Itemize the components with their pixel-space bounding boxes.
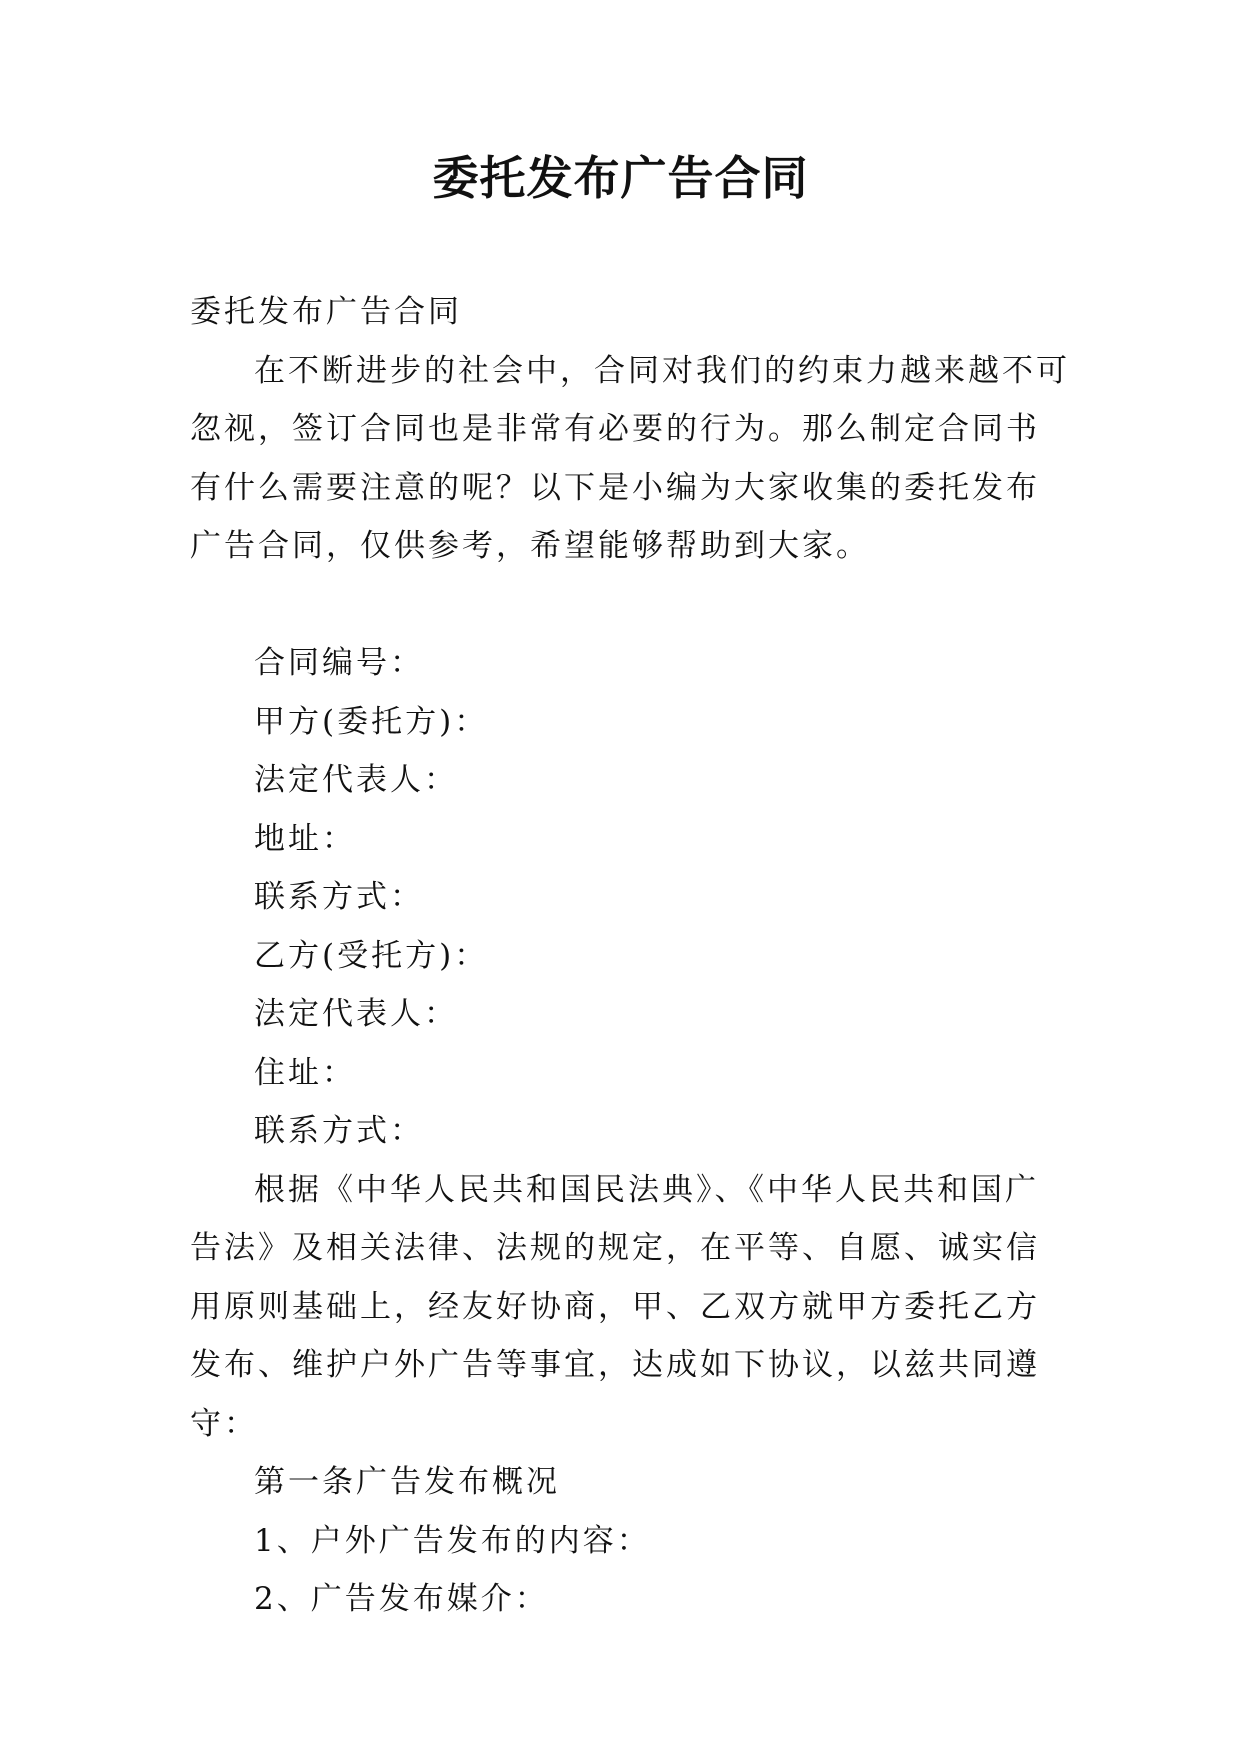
field-party-b-address: 住址： bbox=[254, 1054, 356, 1091]
field-party-a-representative: 法定代表人： bbox=[254, 762, 458, 798]
field-party-b-representative: 法定代表人： bbox=[254, 996, 458, 1032]
intro-paragraph: 在不断进步的社会中，合同对我们的约束力越来越不可忽视，签订合同也是非常有必要的行为。那么制定合同书有什么需要注意的呢？以下是小编为大家收集的委托发布广告合同，仅供参考，希望能够帮助到大家。 bbox=[190, 352, 1070, 564]
article-1-heading: 第一条广告发布概况 bbox=[254, 1464, 560, 1500]
field-contract-number: 合同编号： bbox=[254, 645, 424, 681]
article-1-item-2: 2、广告发布媒介： bbox=[254, 1581, 549, 1617]
document-body bbox=[190, 283, 1070, 1629]
field-party-a-address: 地址： bbox=[254, 820, 356, 857]
field-party-b-contact: 联系方式： bbox=[254, 1113, 424, 1149]
paragraph-spacer bbox=[190, 576, 1070, 635]
article-1-item-1: 1、户外广告发布的内容： bbox=[254, 1522, 651, 1559]
document-subtitle: 委托发布广告合同 bbox=[190, 294, 462, 330]
field-party-a-contact: 联系方式： bbox=[254, 879, 424, 915]
legal-basis-paragraph: 根据《中华人民共和国民法典》、《中华人民共和国广告法》及相关法律、法规的规定，在平等、自愿、诚实信用原则基础上，经友好协商，甲、乙双方就甲方委托乙方发布、维护户外广告等事宜，达成如下协议，以兹共同遵守： bbox=[190, 1171, 1040, 1442]
document-title: 委托发布广告合同 bbox=[432, 151, 809, 205]
field-party-a: 甲方(委托方)： bbox=[254, 703, 489, 740]
field-party-b: 乙方(受托方)： bbox=[254, 937, 489, 974]
